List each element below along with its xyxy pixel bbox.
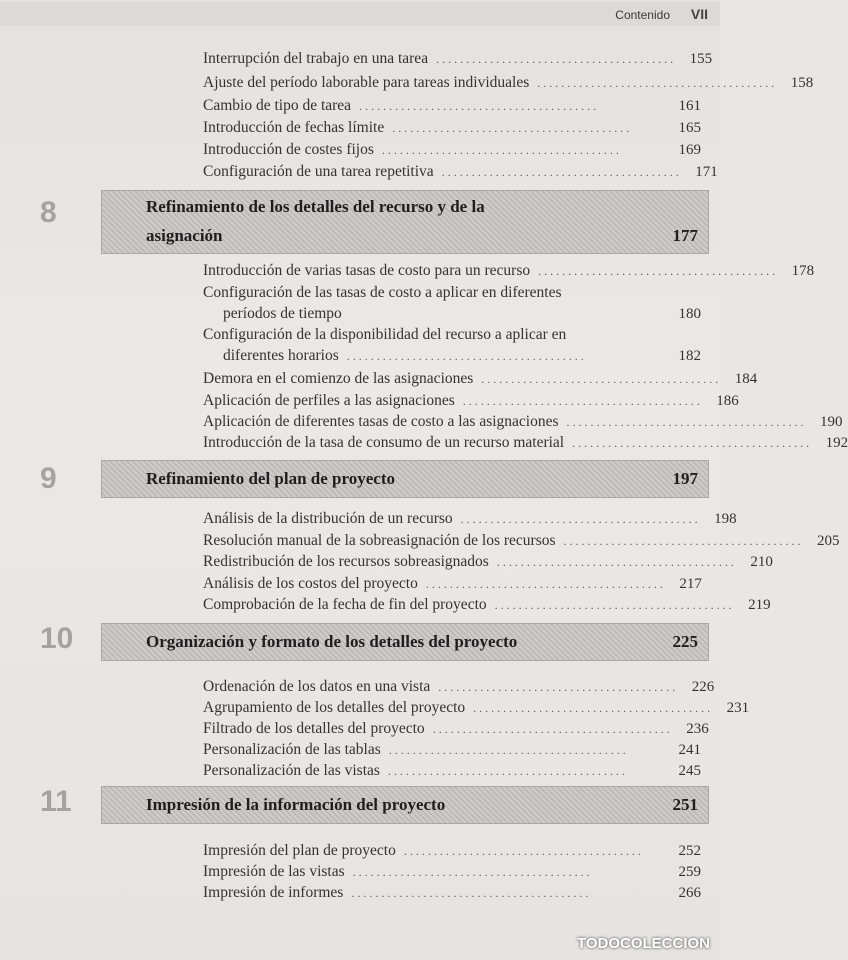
chapter-title: Refinamiento del plan de proyecto (146, 469, 396, 488)
chapter-page: 225 (672, 632, 698, 651)
running-header (0, 2, 720, 26)
chapter-band (101, 460, 709, 498)
toc-entry: Ordenación de los datos en una vista ........................................ 226 (203, 678, 715, 695)
header-label: Contenido (615, 8, 670, 22)
toc-entry: Agrupamiento de los detalles del proyecto ........................................ 231 (203, 699, 750, 716)
chapter-number: 11 (40, 785, 72, 818)
header-page-number: VII (690, 6, 708, 22)
toc-entry: Comprobación de la fecha de fin del proyecto ........................................ 219 (203, 596, 771, 613)
toc-entry: Configuración de la disponibilidad del recurso a aplicar en diferentes horarios ........................................ 182 (203, 326, 701, 364)
toc-entry: Personalización de las tablas ........................................ 241 (203, 741, 701, 758)
chapter-title: asignación (146, 226, 223, 245)
toc-entry: Aplicación de perfiles a las asignaciones ........................................ 186 (203, 392, 739, 409)
chapter-band (101, 786, 709, 824)
toc-entry: Introducción de fechas límite ........................................ 165 (203, 119, 701, 136)
chapter-band (101, 623, 709, 661)
chapter-title: Organización y formato de los detalles del proyecto (146, 632, 518, 651)
toc-entry: Ajuste del período laborable para tareas individuales ........................................ 158 (203, 74, 814, 91)
toc-entry: Interrupción del trabajo en una tarea ........................................ 155 (203, 50, 713, 67)
watermark-logo: TODOCOLECCION (576, 935, 710, 952)
chapter-number: 8 (40, 196, 57, 229)
toc-entry: Configuración de una tarea repetitiva ........................................ 171 (203, 163, 718, 180)
toc-entry: Impresión del plan de proyecto ........................................ 252 (203, 842, 701, 859)
chapter-page: 251 (672, 795, 698, 814)
toc-entry: Impresión de informes ........................................ 266 (203, 884, 701, 901)
chapter-page: 177 (672, 226, 698, 245)
toc-entry: Análisis de los costos del proyecto ........................................ 217 (203, 575, 702, 592)
toc-entry: Resolución manual de la sobreasignación de los recursos ........................................ 205 (203, 532, 840, 549)
toc-entry: Análisis de la distribución de un recurso ........................................ 198 (203, 510, 737, 527)
toc-entry: Introducción de varias tasas de costo para un recurso ........................................ 178 (203, 262, 815, 279)
toc-entry: Personalización de las vistas ........................................ 245 (203, 762, 701, 779)
toc-entry: Redistribución de los recursos sobreasignados ........................................ 210 (203, 553, 773, 570)
toc-entry: Introducción de costes fijos ........................................ 169 (203, 141, 701, 158)
toc-entry: Configuración de las tasas de costo a aplicar en diferentes períodos de tiempo 180 (203, 284, 701, 322)
chapter-title: Refinamiento de los detalles del recurso y de la (146, 197, 485, 216)
toc-entry: Filtrado de los detalles del proyecto ........................................ 236 (203, 720, 709, 737)
toc-entry: Aplicación de diferentes tasas de costo a las asignaciones ........................................ 190 (203, 413, 843, 430)
chapter-page: 197 (672, 469, 698, 488)
toc-entry: Demora en el comienzo de las asignaciones ........................................ 184 (203, 370, 758, 387)
chapter-number: 10 (40, 622, 74, 655)
toc-entry: Introducción de la tasa de consumo de un recurso material ........................................ 192 (203, 434, 848, 451)
chapter-band (101, 190, 709, 254)
toc-entry: Cambio de tipo de tarea ........................................ 161 (203, 97, 701, 114)
chapter-title: Impresión de la información del proyecto (146, 795, 446, 814)
toc-entry: Impresión de las vistas ........................................ 259 (203, 863, 701, 880)
chapter-number: 9 (40, 462, 57, 495)
